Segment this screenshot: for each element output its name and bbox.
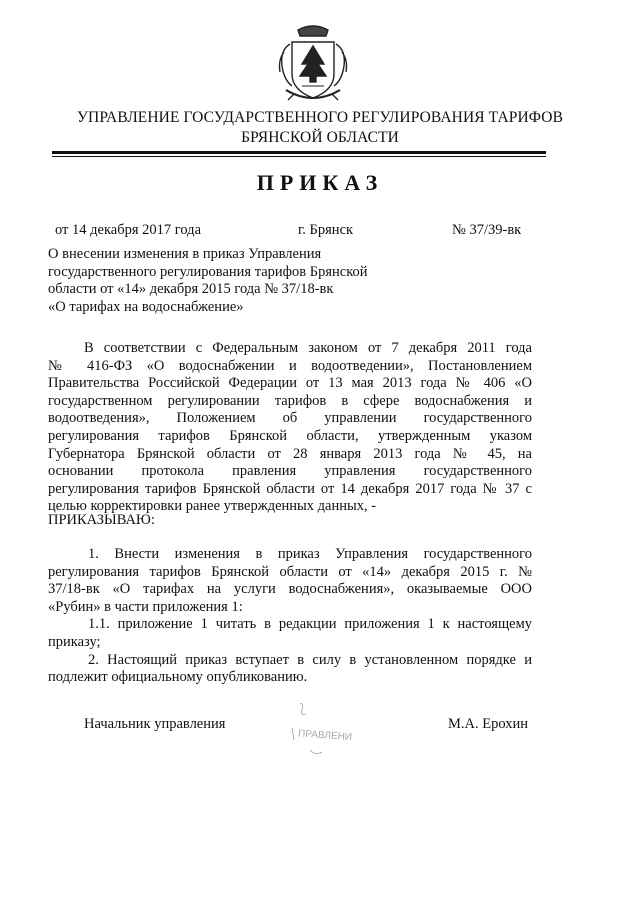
item-line: «Рубин» в части приложения 1: xyxy=(48,598,243,615)
order-number: № 37/39-вк xyxy=(452,222,522,238)
preamble-line: государственном регулировании тарифов в сфере водоснабжения и xyxy=(48,392,532,409)
signatory-name: М.А. Ерохин xyxy=(448,716,529,732)
order-directive-heading: ПРИКАЗЫВАЮ: xyxy=(48,512,155,528)
preamble-line: № 416-ФЗ «О водоснабжении и водоотведении», Постановлением xyxy=(48,357,532,374)
subject-line: «О тарифах на водоснабжение» xyxy=(48,298,244,315)
item-line: 1.1. приложение 1 читать в редакции приложения 1 к настоящему xyxy=(88,616,532,633)
item-line: 2. Настоящий приказ вступает в силу в установленном порядке и xyxy=(88,651,532,668)
order-date: от 14 декабря 2017 года xyxy=(55,222,201,238)
item-line: подлежит официальному опубликованию. xyxy=(48,669,308,686)
signatory-position: Начальник управления xyxy=(84,716,226,732)
preamble-line: Губернатора Брянской области от 28 января 2013 года № 45, на xyxy=(48,445,532,462)
preamble-line: регулирования тарифов Брянской области от 14 декабря 2017 года № 37 с xyxy=(48,480,532,497)
subject-line: области от «14» декабря 2015 года № 37/18-вк xyxy=(48,281,334,298)
preamble-line: основании протокола правления управления государственного xyxy=(48,463,532,480)
item-line: приказу; xyxy=(48,633,101,650)
signature-stamp-mark xyxy=(282,700,362,760)
subject-line: государственного регулирования тарифов Брянской xyxy=(48,263,368,280)
preamble-line: регулирования тарифов Брянской области, утвержденным указом xyxy=(48,427,532,444)
preamble-line: В соответствии с Федеральным законом от 7 декабря 2011 года xyxy=(84,340,532,356)
coat-of-arms-icon xyxy=(272,20,354,104)
order-city: г. Брянск xyxy=(298,222,354,238)
preamble-line: Правительства Российской Федерации от 13 мая 2013 года № 406 «О xyxy=(48,375,532,392)
order-items xyxy=(48,546,532,687)
preamble-line: водоотведения», Положением об управлении государственного xyxy=(48,410,532,427)
item-line: 37/18-вк «О тарифах на услуги водоснабжения», оказываемые ООО xyxy=(48,581,532,598)
item-line: 1. Внести изменения в приказ Управления государственного xyxy=(88,546,532,562)
header-divider-thick xyxy=(52,151,546,154)
document-title: ПРИКАЗ xyxy=(256,170,384,195)
order-subject xyxy=(48,246,408,316)
svg-text:ПРАВЛЕНИ: ПРАВЛЕНИ xyxy=(297,728,353,744)
subject-line: О внесении изменения в приказ Управления xyxy=(48,246,322,262)
org-line-1: УПРАВЛЕНИЕ ГОСУДАРСТВЕННОГО РЕГУЛИРОВАНИЯ ТАРИФОВ xyxy=(76,109,564,126)
preamble-paragraph xyxy=(48,340,532,516)
org-line-2: БРЯНСКОЙ ОБЛАСТИ xyxy=(241,129,399,146)
item-line: регулирования тарифов Брянской области от «14» декабря 2015 г. № xyxy=(48,563,532,580)
header-divider-thin xyxy=(52,156,546,157)
issuing-organization xyxy=(40,108,600,148)
preamble-line: целью корректировки ранее утвержденных данных, - xyxy=(48,498,377,515)
